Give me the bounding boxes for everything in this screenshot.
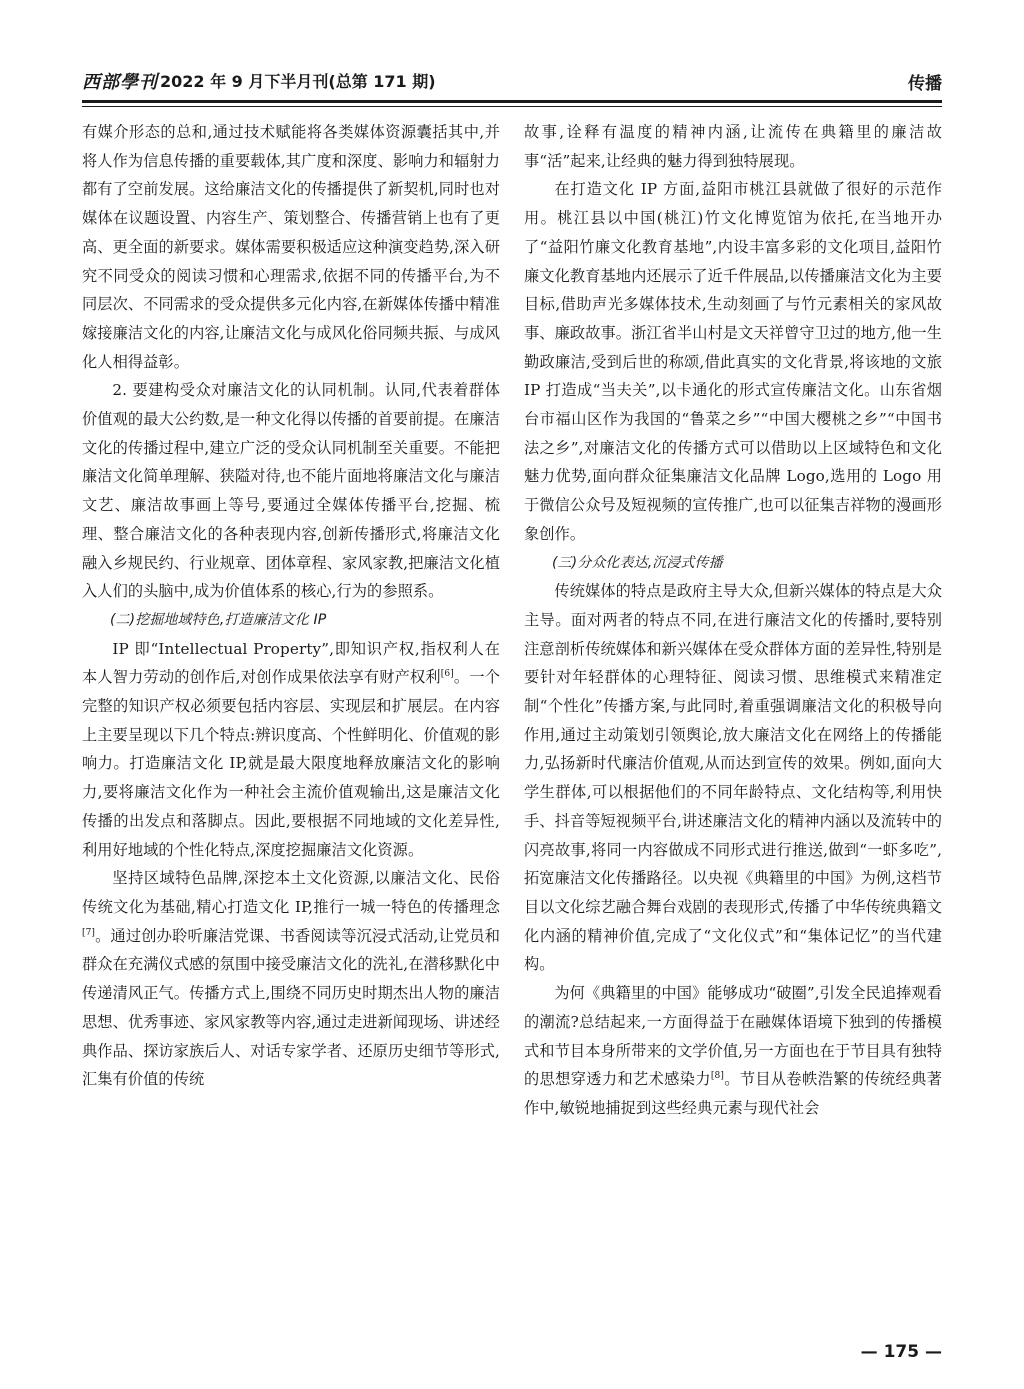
- paragraph: 在打造文化 IP 方面,益阳市桃江县就做了很好的示范作用。桃江县以中国(桃江)竹文化博览馆为依托,在当地开办了“益阳竹廉文化教育基地”,内设丰富多彩的文化项目,益阳竹廉文化教育基地内还展示了近千件展品,以传播廉洁文化为主要目标,借助声光多媒体技术,生动刻画了与竹元素相关的家风故事、廉政故事。浙江省半山村是文天祥曾守卫过的地方,他一生勤政廉洁,受到后世的称颂,借此真实的文化背景,将该地的文旅 IP 打造成“当夫关”,以卡通化的形式宣传廉洁文化。山东省烟台市福山区作为我国的“鲁菜之乡”“中国大樱桃之乡”“中国书法之乡”,对廉洁文化的传播方式可以借助以上区域特色和文化魅力优势,面向群众征集廉洁文化品牌 Logo,选用的 Logo 用于微信公众号及短视频的宣传推广,也可以征集吉祥物的漫画形象创作。: [524, 180, 942, 543]
- running-header: [82, 66, 942, 100]
- right-column: [524, 118, 942, 1123]
- section-subheading: (三)分众化表达,沉浸式传播: [552, 554, 723, 571]
- paragraph: [524, 979, 942, 1123]
- paragraph-text: 坚持区域特色品牌,深挖本土文化资源,以廉洁文化、民俗传统文化为基础,精心打造文化 IP,推行一城一特色的传播理念: [82, 869, 500, 916]
- paragraph: 2. 要建构受众对廉洁文化的认同机制。认同,代表着群体价值观的最大公约数,是一种文化得以传播的首要前提。在廉洁文化的传播过程中,建立广泛的受众认同机制至关重要。不能把廉洁文化简单理解、狭隘对待,也不能片面地将廉洁文化与廉洁文艺、廉洁故事画上等号,要通过全媒体传播平台,挖掘、梳理、整合廉洁文化的各种表现内容,创新传播形式,将廉洁文化融入乡规民约、行业规章、团体章程、家风家教,把廉洁文化植入人们的头脑中,成为价值体系的核心,行为的参照系。: [82, 381, 500, 601]
- paragraph: 有媒介形态的总和,通过技术赋能将各类媒体资源囊括其中,并将人作为信息传播的重要载体,其广度和深度、影响力和辐射力都有了空前发展。这给廉洁文化的传播提供了新契机,同时也对媒体在议题设置、内容生产、策划整合、传播营销上也有了更高、更全面的新要求。媒体需要积极适应这种演变趋势,深入研究不同受众的阅读习惯和心理需求,依据不同的传播平台,为不同层次、不同需求的受众提供多元化内容,在新媒体传播中精准嫁接廉洁文化的内容,让廉洁文化与成风化俗同频共振、与成风化人相得益彰。: [82, 123, 500, 371]
- citation-ref: [7]: [82, 927, 96, 938]
- paragraph-text: 。一个完整的知识产权必须要包括内容层、实现层和扩展层。在内容上主要呈现以下几个特点:辨识度高、个性鲜明化、价值观的影响力。打造廉洁文化 IP,就是最大限度地释放廉洁文化的影响力,要将廉洁文化作为一种社会主流价值观输出,这是廉洁文化传播的出发点和落脚点。因此,要根据不同地域的文化差异性,利用好地域的个性化特点,深度挖掘廉洁文化资源。: [82, 668, 500, 859]
- section-subheading: (二)挖掘地域特色,打造廉洁文化 IP: [110, 611, 327, 628]
- left-column: [82, 118, 500, 1094]
- citation-ref: [8]: [710, 1071, 724, 1082]
- paragraph-text: 。节目从卷帙浩繁的传统经典著作中,敏锐地捕捉到这些经典元素与现代社会: [524, 1070, 942, 1117]
- paragraph-text: IP 即“Intellectual Property”,即知识产权,指权利人在本人智力劳动的创作后,对创作成果依法享有财产权利: [82, 639, 500, 687]
- page-number: — 175 —: [860, 1342, 942, 1362]
- paragraph-text: 为何《典籍里的中国》能够成功“破圈”,引发全民追捧观看的潮流?总结起来,一方面得益于在融媒体语境下独到的传播模式和节目本身所带来的文学价值,另一方面也在于节目具有独特的思想穿透力和艺术感染力: [524, 984, 942, 1089]
- paragraph: [82, 635, 500, 865]
- issue-info: 2022 年 9 月下半月刊(总第 171 期): [160, 72, 436, 91]
- journal-name: 西部學刊: [82, 72, 158, 93]
- paragraph: 故事,诠释有温度的精神内涵,让流传在典籍里的廉洁故事“活”起来,让经典的魅力得到独特展现。: [524, 123, 942, 170]
- section-name: 传播: [908, 74, 942, 94]
- header-rule-thick: [82, 100, 942, 103]
- paragraph-text: 。通过创办聆听廉洁党课、书香阅读等沉浸式活动,让党员和群众在充满仪式感的氛围中接受廉洁文化的洗礼,在潜移默化中传递清风正气。传播方式上,围绕不同历史时期杰出人物的廉洁思想、优秀事迹、家风家教等内容,通过走进新闻现场、讲述经典作品、探访家族后人、对话专家学者、还原历史细节等形式,汇集有价值的传统: [82, 926, 500, 1089]
- paragraph: [82, 864, 500, 1094]
- paragraph: 传统媒体的特点是政府主导大众,但新兴媒体的特点是大众主导。面对两者的特点不同,在进行廉洁文化的传播时,要特别注意剖析传统媒体和新兴媒体在受众群体方面的差异性,特别是要针对年轻群体的心理特征、阅读习惯、思维模式来精准定制“个性化”传播方案,与此同时,着重强调廉洁文化的积极导向作用,通过主动策划引领舆论,放大廉洁文化在网络上的传播能力,弘扬新时代廉洁价值观,从而达到宣传的效果。例如,面向大学生群体,可以根据他们的不同年龄特点、文化结构等,利用快手、抖音等短视频平台,讲述廉洁文化的精神内涵以及流转中的闪亮故事,将同一内容做成不同形式进行推送,做到“一虾多吃”,拓宽廉洁文化传播路径。以央视《典籍里的中国》为例,这档节目以文化综艺融合舞台戏剧的表现形式,传播了中华传统典籍文化内涵的精神价值,完成了“文化仪式”和“集体记忆”的当代建构。: [524, 582, 942, 974]
- citation-ref: [6]: [440, 669, 454, 680]
- header-rule-thin: [82, 106, 942, 107]
